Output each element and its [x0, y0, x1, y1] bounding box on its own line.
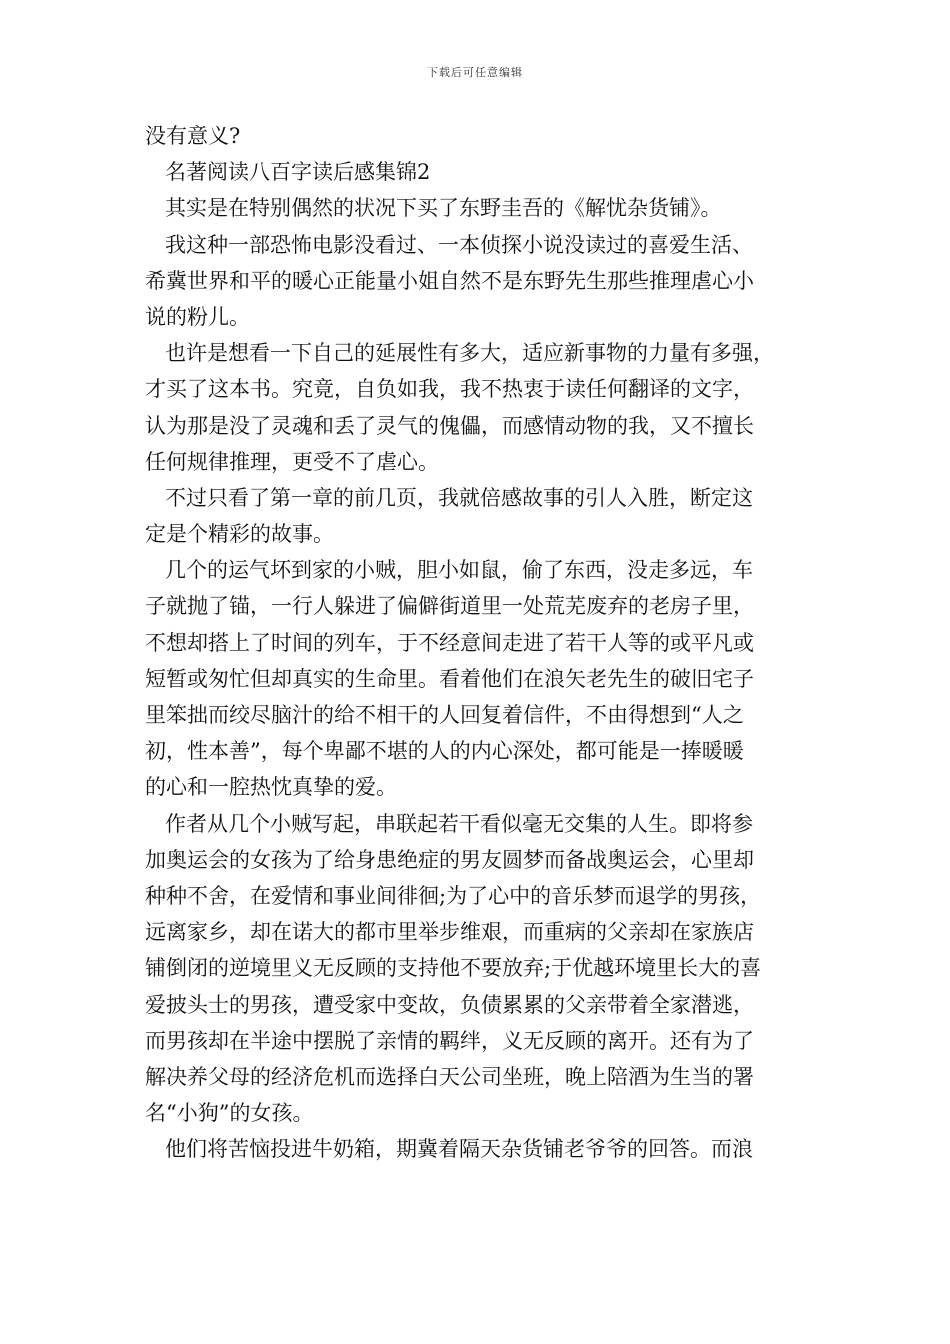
text-line: 种种不舍，在爱情和事业间徘徊;为了心中的音乐梦而退学的男孩， — [145, 883, 762, 908]
text-line: 定是个精彩的故事。 — [145, 522, 334, 547]
text-line: 子就抛了锚，一行人躲进了偏僻街道里一处荒芜废弃的老房子里， — [145, 594, 754, 619]
text-line: 才买了这本书。究竟，自负如我，我不热衷于读任何翻译的文字， — [145, 377, 754, 402]
text-line: 加奥运会的女孩为了给身患绝症的男友圆梦而备战奥运会，心里却 — [145, 847, 754, 872]
text-line: 爱披头士的男孩，遭受家中变故，负债累累的父亲带着全家潜逃， — [145, 992, 754, 1017]
text-line: 解决养父母的经济危机而选择白天公司坐班，晚上陪酒为生当的署 — [145, 1064, 754, 1089]
text-line: 他们将苦恼投进牛奶箱，期冀着隔天杂货铺老爷爷的回答。而浪 — [165, 1137, 753, 1162]
text-line: 其实是在特别偶然的状况下买了东野圭吾的《解忧杂货铺》。 — [165, 196, 722, 221]
text-line: 认为那是没了灵魂和丢了灵气的傀儡，而感情动物的我，又不擅长 — [145, 413, 754, 438]
body-text — [145, 118, 813, 1167]
text-line: 不过只看了第一章的前几页，我就倍感故事的引人入胜，断定这 — [165, 485, 753, 510]
text-line: 我这种一部恐怖电影没看过、一本侦探小说没读过的喜爱生活、 — [165, 232, 753, 257]
page-header: 下载后可任意编辑 — [427, 66, 523, 79]
text-line: 名“小狗”的女孩。 — [145, 1101, 314, 1126]
text-line: 希冀世界和平的暖心正能量小姐自然不是东野先生那些推理虐心小 — [145, 268, 754, 293]
text-line: 短暂或匆忙但却真实的生命里。看着他们在浪矢老先生的破旧宅子 — [145, 666, 754, 691]
text-line: 而男孩却在半途中摆脱了亲情的羁绊，义无反顾的离开。还有为了 — [145, 1028, 754, 1053]
text-line: 说的粉儿。 — [145, 304, 250, 329]
section-title: 名著阅读八百字读后感集锦2 — [165, 160, 431, 185]
text-line: 几个的运气坏到家的小贼，胆小如鼠，偷了东西，没走多远，车 — [165, 558, 753, 583]
text-line: 里笨拙而绞尽脑汁的给不相干的人回复着信件，不由得想到“人之 — [145, 703, 744, 727]
text-line: 初，性本善”，每个卑鄙不堪的人的内心深处，都可能是一捧暖暖 — [145, 739, 744, 764]
text-line: 远离家乡，却在诺大的都市里举步维艰，而重病的父亲却在家族店 — [145, 920, 754, 945]
text-line: 不想却搭上了时间的列车，于不经意间走进了若干人等的或平凡或 — [145, 630, 754, 655]
text-line: 没有意义? — [145, 124, 241, 148]
text-line: 铺倒闭的逆境里义无反顾的支持他不要放弃;于优越环境里长大的喜 — [145, 956, 762, 981]
text-line: 的心和一腔热忱真挚的爱。 — [145, 775, 397, 800]
text-line: 作者从几个小贼写起，串联起若干看似毫无交集的人生。即将参 — [165, 811, 753, 836]
text-line: 也许是想看一下自己的延展性有多大，适应新事物的力量有多强， — [165, 341, 774, 366]
text-line: 任何规律推理，更受不了虐心。 — [145, 449, 439, 474]
